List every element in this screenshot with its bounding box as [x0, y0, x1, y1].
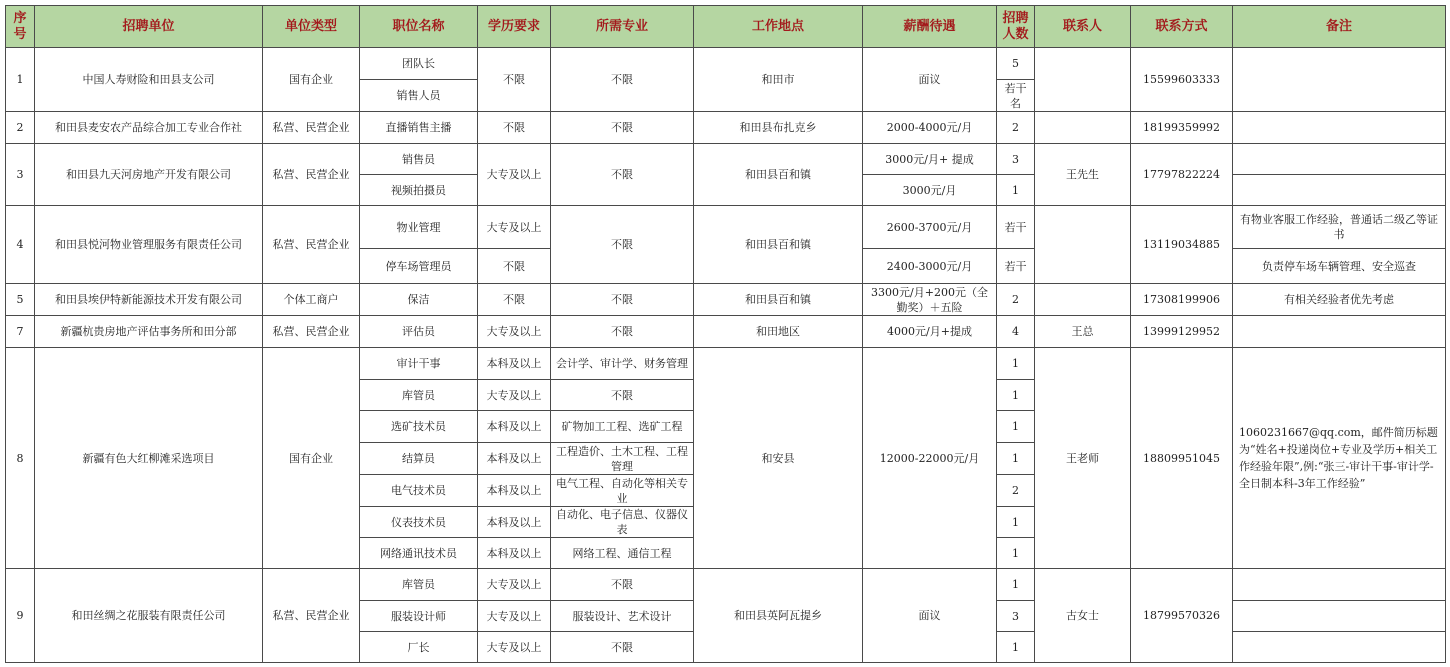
- cell-position: 销售人员: [360, 80, 478, 112]
- header-contact-person: 联系人: [1035, 6, 1131, 48]
- cell-unit-type: 个体工商户: [263, 284, 360, 316]
- table-row: [6, 284, 1446, 316]
- cell-contact-person: 王老师: [1035, 348, 1131, 569]
- cell-headcount: 1: [997, 175, 1035, 206]
- cell-remark: 有物业客服工作经验，普通话二级乙等证书: [1233, 206, 1446, 249]
- cell-employer: 新疆杭贵房地产评估事务所和田分部: [35, 316, 263, 348]
- header-position: 职位名称: [360, 6, 478, 48]
- cell-contact-info: 18199359992: [1131, 112, 1233, 144]
- cell-position: 物业管理: [360, 206, 478, 249]
- cell-education: 不限: [478, 48, 551, 112]
- cell-position: 仪表技术员: [360, 507, 478, 538]
- table-row: [6, 48, 1446, 80]
- cell-education: 大专及以上: [478, 144, 551, 206]
- cell-position: 库管员: [360, 569, 478, 601]
- header-remarks: 备注: [1233, 6, 1446, 48]
- cell-headcount: 若干: [997, 249, 1035, 284]
- cell-remark: [1233, 601, 1446, 632]
- cell-headcount: 1: [997, 632, 1035, 663]
- cell-contact-info: 13119034885: [1131, 206, 1233, 284]
- cell-remark: 负责停车场车辆管理、安全巡查: [1233, 249, 1446, 284]
- cell-headcount: 2: [997, 475, 1035, 507]
- cell-major: 会计学、审计学、财务管理: [551, 348, 694, 380]
- table-row: [6, 569, 1446, 601]
- cell-education: 本科及以上: [478, 538, 551, 569]
- cell-headcount: 2: [997, 112, 1035, 144]
- cell-contact-person: [1035, 112, 1131, 144]
- cell-contact-person: 王先生: [1035, 144, 1131, 206]
- cell-location: 和田地区: [694, 316, 863, 348]
- cell-education: 大专及以上: [478, 316, 551, 348]
- cell-major: 电气工程、自动化等相关专业: [551, 475, 694, 507]
- cell-employer: 中国人寿财险和田县支公司: [35, 48, 263, 112]
- cell-major: 不限: [551, 380, 694, 411]
- header-location: 工作地点: [694, 6, 863, 48]
- cell-remark: [1233, 144, 1446, 175]
- cell-location: 和安县: [694, 348, 863, 569]
- cell-headcount: 3: [997, 144, 1035, 175]
- cell-position: 销售员: [360, 144, 478, 175]
- cell-major: 网络工程、通信工程: [551, 538, 694, 569]
- cell-major: 不限: [551, 632, 694, 663]
- cell-contact-person: 王总: [1035, 316, 1131, 348]
- cell-salary: 3300元/月+200元（全勤奖）＋五险: [863, 284, 997, 316]
- header-education: 学历要求: [478, 6, 551, 48]
- cell-salary: 4000元/月+提成: [863, 316, 997, 348]
- cell-remark: [1233, 316, 1446, 348]
- cell-salary: 面议: [863, 48, 997, 112]
- cell-major: 不限: [551, 144, 694, 206]
- cell-remark: [1233, 632, 1446, 663]
- cell-position: 直播销售主播: [360, 112, 478, 144]
- cell-seq: 5: [6, 284, 35, 316]
- cell-contact-person: [1035, 206, 1131, 284]
- cell-position: 评估员: [360, 316, 478, 348]
- header-headcount: 招聘人数: [997, 6, 1035, 48]
- cell-education: 不限: [478, 112, 551, 144]
- cell-major: 不限: [551, 48, 694, 112]
- cell-education: 大专及以上: [478, 569, 551, 601]
- cell-position: 库管员: [360, 380, 478, 411]
- cell-remark: 1060231667@qq.com，邮件简历标题为“姓名+投递岗位+专业及学历+相关工作经验年限”,例:“张三-审计干事-审计学-全日制本科-3年工作经验”: [1233, 348, 1446, 569]
- cell-position: 服装设计师: [360, 601, 478, 632]
- cell-headcount: 若干: [997, 206, 1035, 249]
- cell-headcount: 2: [997, 284, 1035, 316]
- header-unit-type: 单位类型: [263, 6, 360, 48]
- table-row: [6, 144, 1446, 175]
- cell-education: 大专及以上: [478, 380, 551, 411]
- cell-remark: [1233, 112, 1446, 144]
- cell-contact-info: 15599603333: [1131, 48, 1233, 112]
- cell-position: 保洁: [360, 284, 478, 316]
- cell-headcount: 4: [997, 316, 1035, 348]
- cell-unit-type: 国有企业: [263, 48, 360, 112]
- cell-headcount: 5: [997, 48, 1035, 80]
- cell-headcount: 3: [997, 601, 1035, 632]
- table-row: [6, 316, 1446, 348]
- cell-education: 大专及以上: [478, 632, 551, 663]
- cell-unit-type: 国有企业: [263, 348, 360, 569]
- cell-headcount: 1: [997, 348, 1035, 380]
- cell-position: 选矿技术员: [360, 411, 478, 443]
- cell-seq: 7: [6, 316, 35, 348]
- cell-major: 服装设计、艺术设计: [551, 601, 694, 632]
- cell-location: 和田市: [694, 48, 863, 112]
- cell-remark: 有相关经验者优先考虑: [1233, 284, 1446, 316]
- cell-education: 本科及以上: [478, 507, 551, 538]
- header-salary: 薪酬待遇: [863, 6, 997, 48]
- cell-contact-info: 18809951045: [1131, 348, 1233, 569]
- cell-remark: [1233, 48, 1446, 112]
- cell-major: 不限: [551, 112, 694, 144]
- header-employer: 招聘单位: [35, 6, 263, 48]
- cell-location: 和田县百和镇: [694, 144, 863, 206]
- cell-position: 团队长: [360, 48, 478, 80]
- cell-position: 结算员: [360, 443, 478, 475]
- cell-major: 矿物加工工程、选矿工程: [551, 411, 694, 443]
- cell-headcount: 1: [997, 507, 1035, 538]
- cell-location: 和田县百和镇: [694, 206, 863, 284]
- cell-seq: 8: [6, 348, 35, 569]
- cell-major: 不限: [551, 284, 694, 316]
- cell-unit-type: 私营、民营企业: [263, 569, 360, 663]
- cell-employer: 和田丝绸之花服装有限责任公司: [35, 569, 263, 663]
- cell-position: 厂长: [360, 632, 478, 663]
- cell-employer: 和田县九天河房地产开发有限公司: [35, 144, 263, 206]
- cell-unit-type: 私营、民营企业: [263, 144, 360, 206]
- cell-contact-info: 18799570326: [1131, 569, 1233, 663]
- cell-employer: 新疆有色大红柳滩采选项目: [35, 348, 263, 569]
- cell-seq: 2: [6, 112, 35, 144]
- cell-salary: 3000元/月+ 提成: [863, 144, 997, 175]
- cell-unit-type: 私营、民营企业: [263, 112, 360, 144]
- cell-headcount: 1: [997, 443, 1035, 475]
- cell-employer: 和田县悦河物业管理服务有限责任公司: [35, 206, 263, 284]
- cell-salary: 12000-22000元/月: [863, 348, 997, 569]
- recruitment-table: [5, 5, 1446, 663]
- cell-location: 和田县百和镇: [694, 284, 863, 316]
- cell-contact-info: 13999129952: [1131, 316, 1233, 348]
- cell-salary: 3000元/月: [863, 175, 997, 206]
- cell-employer: 和田县麦安农产品综合加工专业合作社: [35, 112, 263, 144]
- cell-education: 不限: [478, 249, 551, 284]
- table-row: [6, 112, 1446, 144]
- cell-education: 本科及以上: [478, 443, 551, 475]
- cell-headcount: 1: [997, 569, 1035, 601]
- cell-major: 不限: [551, 569, 694, 601]
- cell-major: 不限: [551, 206, 694, 284]
- cell-contact-person: [1035, 284, 1131, 316]
- cell-remark: [1233, 175, 1446, 206]
- cell-contact-info: 17797822224: [1131, 144, 1233, 206]
- cell-headcount: 1: [997, 380, 1035, 411]
- cell-education: 本科及以上: [478, 411, 551, 443]
- cell-education: 本科及以上: [478, 348, 551, 380]
- cell-major: 不限: [551, 316, 694, 348]
- cell-salary: 2400-3000元/月: [863, 249, 997, 284]
- cell-salary: 2000-4000元/月: [863, 112, 997, 144]
- cell-position: 停车场管理员: [360, 249, 478, 284]
- cell-headcount: 1: [997, 411, 1035, 443]
- cell-major: 自动化、电子信息、仪器仪表: [551, 507, 694, 538]
- cell-education: 不限: [478, 284, 551, 316]
- cell-education: 大专及以上: [478, 206, 551, 249]
- cell-salary: 2600-3700元/月: [863, 206, 997, 249]
- cell-contact-info: 17308199906: [1131, 284, 1233, 316]
- table-row: [6, 348, 1446, 380]
- cell-headcount: 1: [997, 538, 1035, 569]
- cell-remark: [1233, 569, 1446, 601]
- cell-position: 电气技术员: [360, 475, 478, 507]
- cell-contact-person: 古女士: [1035, 569, 1131, 663]
- cell-location: 和田县英阿瓦提乡: [694, 569, 863, 663]
- cell-seq: 9: [6, 569, 35, 663]
- cell-salary: 面议: [863, 569, 997, 663]
- cell-seq: 3: [6, 144, 35, 206]
- cell-position: 视频拍摄员: [360, 175, 478, 206]
- cell-seq: 4: [6, 206, 35, 284]
- cell-position: 网络通讯技术员: [360, 538, 478, 569]
- cell-major: 工程造价、土木工程、工程管理: [551, 443, 694, 475]
- cell-unit-type: 私营、民营企业: [263, 206, 360, 284]
- cell-seq: 1: [6, 48, 35, 112]
- header-contact-info: 联系方式: [1131, 6, 1233, 48]
- cell-position: 审计干事: [360, 348, 478, 380]
- cell-unit-type: 私营、民营企业: [263, 316, 360, 348]
- header-row: [6, 6, 1446, 48]
- cell-contact-person: [1035, 48, 1131, 112]
- cell-education: 本科及以上: [478, 475, 551, 507]
- header-major: 所需专业: [551, 6, 694, 48]
- cell-employer: 和田县埃伊特新能源技术开发有限公司: [35, 284, 263, 316]
- cell-location: 和田县布扎克乡: [694, 112, 863, 144]
- cell-education: 大专及以上: [478, 601, 551, 632]
- header-seq: 序号: [6, 6, 35, 48]
- cell-headcount: 若干名: [997, 80, 1035, 112]
- table-row: [6, 206, 1446, 249]
